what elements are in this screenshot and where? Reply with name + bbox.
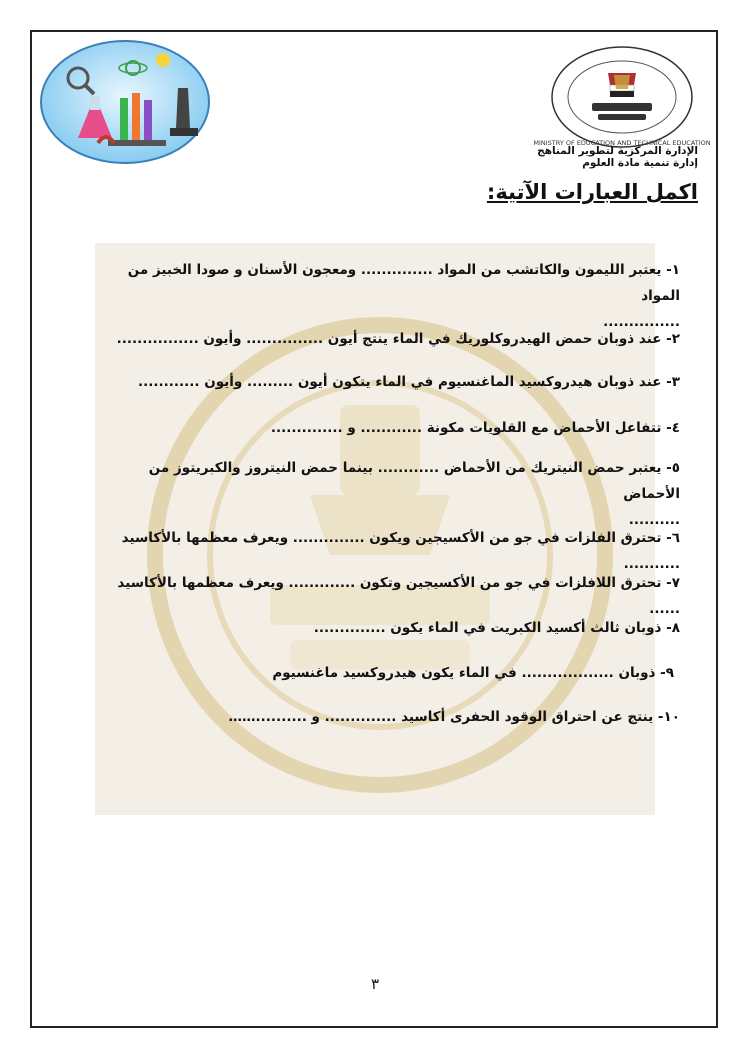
ministry-caption xyxy=(498,145,698,169)
question-3-line-1: ٣- عند ذوبان هيدروكسيد الماغنسيوم في الماء يتكون أيون ......... وأيون ............ xyxy=(137,374,680,390)
question-8-line-1: ٨- ذوبان ثالث أكسيد الكبريت في الماء يكون .............. xyxy=(313,620,680,636)
question-8 xyxy=(98,615,680,641)
science-lab-image-icon xyxy=(38,38,212,166)
question-9 xyxy=(98,660,680,686)
question-3 xyxy=(98,369,680,395)
question-4 xyxy=(98,415,680,441)
question-4-line-1: ٤- تتفاعل الأحماض مع القلويات مكونة ............ و .............. xyxy=(270,420,680,436)
question-1 xyxy=(98,257,680,335)
question-2-line-1: ٢- عند ذوبان حمض الهيدروكلوريك في الماء ينتج أيون ............... وأيون ................ xyxy=(116,331,680,347)
ministry-line-2: إدارة تنمية مادة العلوم xyxy=(582,157,698,169)
question-7-line-1: ٧- تحترق اللافلزات في جو من الأكسيجين وتكون ............. ويعرف معظمها بالأكاسيد ...... xyxy=(117,575,680,617)
question-10-line-1: ١٠- ينتج عن احتراق الوقود الحفرى أكاسيد .............. و ..........…… xyxy=(228,709,680,725)
question-2 xyxy=(98,326,680,352)
question-9-line-1: ٩- ذوبان .................. في الماء يكون هيدروكسيد ماغنسيوم xyxy=(272,665,674,681)
ministry-logo-icon xyxy=(533,45,711,155)
instruction-title: اكمل العبارات الآتية: xyxy=(486,180,698,204)
question-5-line-2: .......... xyxy=(628,512,680,528)
logo-ring-text: MINISTRY OF EDUCATION AND TECHNICAL EDUCATION xyxy=(533,139,711,147)
question-5-line-1: ٥- يعتبر حمض النيتريك من الأحماض ............ بينما حمض النيتروز والكبريتوز من الأحماض xyxy=(148,460,680,502)
ministry-line-1: الإدارة المركزية لتطوير المناهج xyxy=(537,145,698,157)
question-5 xyxy=(98,455,680,533)
question-10 xyxy=(98,704,680,730)
question-6-line-1: ٦- تحترق الفلزات في جو من الأكسيجين ويكون .............. ويعرف معظمها بالأكاسيد ........... xyxy=(121,530,680,572)
question-1-line-1: ١- يعتبر الليمون والكاتشب من المواد .............. ومعجون الأسنان و صودا الخبيز من المواد xyxy=(127,262,680,304)
page-number: ٣ xyxy=(370,975,380,993)
question-1-line-2: ............... xyxy=(603,314,680,330)
